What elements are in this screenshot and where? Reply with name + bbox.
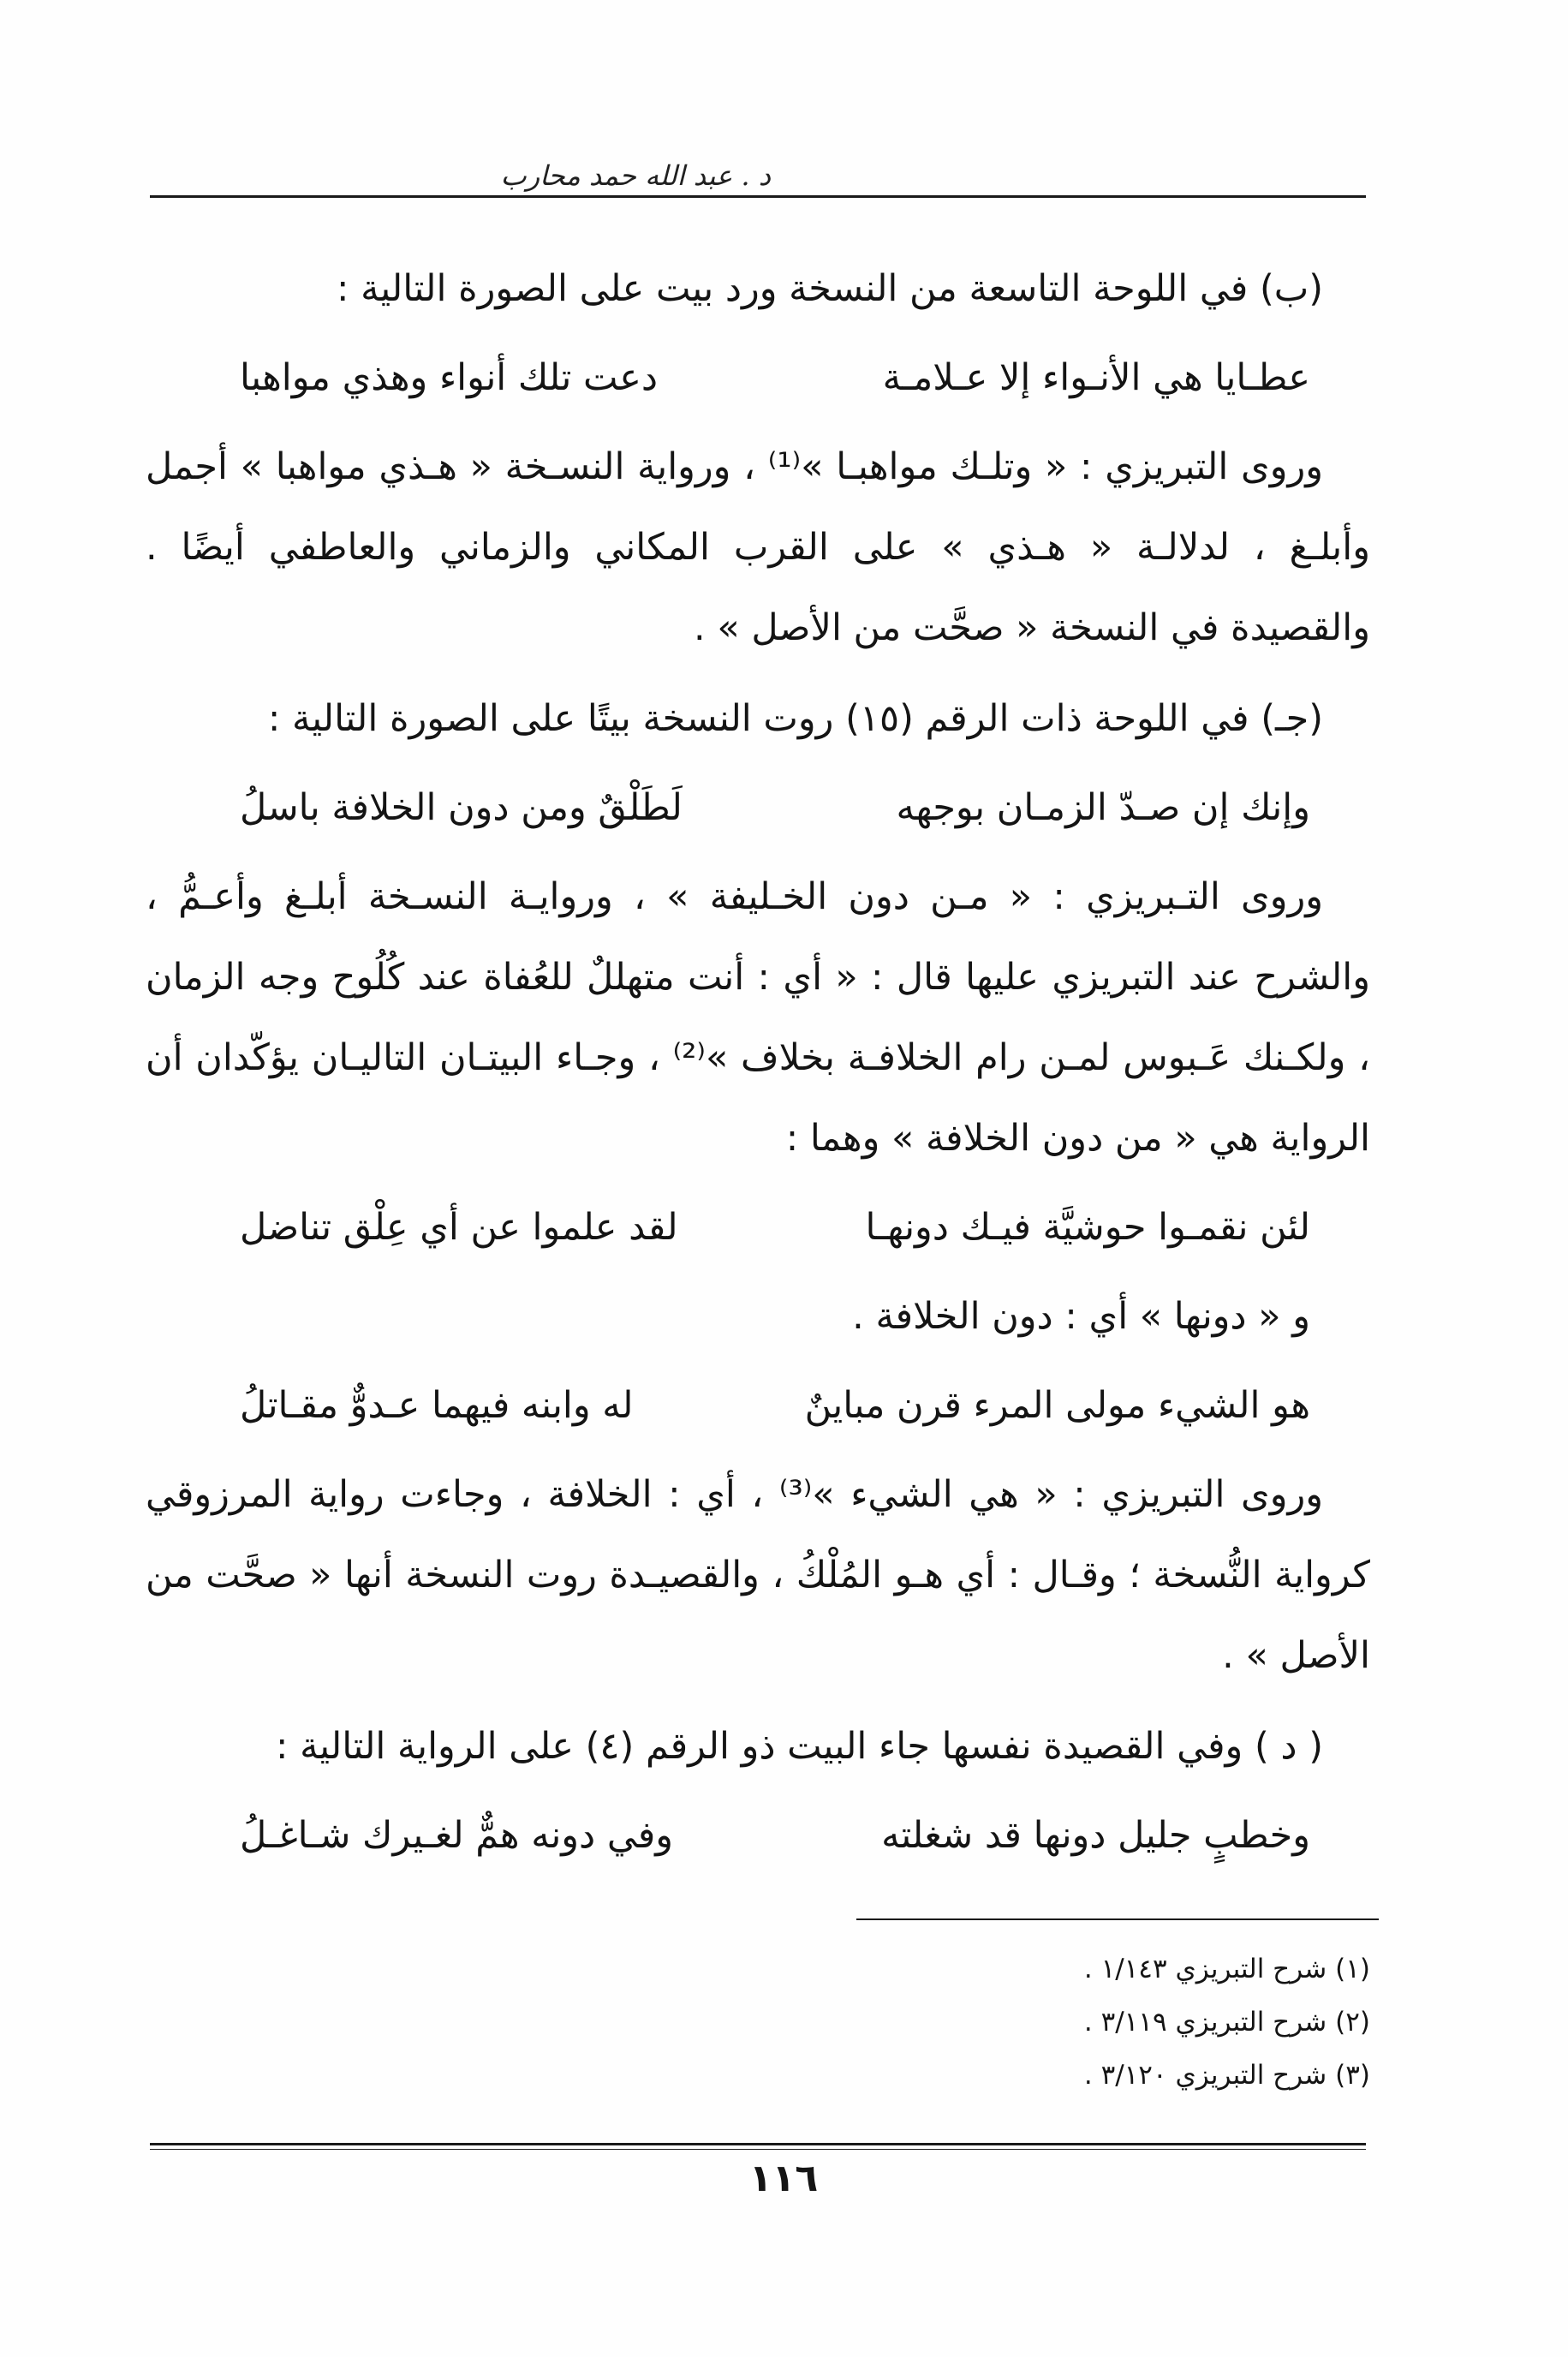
verse-1 (240, 337, 1310, 418)
footnote-separator (856, 1918, 1379, 1920)
line-dunaha-explanation: و « دونها » أي : دون الخلافة . (852, 1295, 1310, 1338)
footer-rule (150, 2143, 1366, 2145)
footnote-2: (٢) شرح التبريزي ٣/١١٩ . (1083, 2007, 1370, 2038)
paragraph-b-intro: (ب) في اللوحة التاسعة من النسخة ورد بيت على الصورة التالية : (337, 267, 1323, 310)
paragraph-c-text: وروى التـبريزي : « مـن دون الخـليفة » ، وروايـة النسـخة أبلـغ وأعـمُّ ، والشرح عند التبريزي عليها قال : « أي : أنت متهللٌ للعُفاة عند كُلُوح وجه الزمان ، ولكـنك عَـبوس لمـن رام الخلافـة بخلاف »⁽²⁾ ، وجـاء البيتـان التاليـان يؤكّدان أن الرواية هي « من دون الخلافة » وهما : (146, 875, 1370, 1160)
footnote-1: (١) شرح التبريزي ١/١٤٣ . (1083, 1954, 1370, 1984)
main-text (146, 248, 1370, 1884)
verse-3 (240, 1187, 1310, 1268)
verse-5-second-hemistich: وفي دونه همٌّ لغـيرك شـاغـلُ (240, 1814, 674, 1857)
verse-1-second-hemistich: دعت تلك أنواء وهذي مواهبا (240, 356, 659, 399)
verse-4-second-hemistich: له وابنه فيهما عـدوٌّ مقـاتلُ (240, 1384, 634, 1427)
verse-2-first-hemistich: وإنك إن صـدّ الزمـان بوجهه (896, 786, 1310, 829)
paragraph-c-text-2: وروى التبريزي : « هي الشيء »⁽³⁾ ، أي : الخلافة ، وجاءت رواية المرزوقي كرواية النُّسخة ؛ وقـال : أي هـو المُلْكُ ، والقصيـدة روت النسخة أنها « صحَّت من الأصل » . (146, 1473, 1370, 1677)
verse-2-second-hemistich: لَطَلْقٌ ومن دون الخلافة باسلُ (240, 786, 683, 829)
paragraph-b-text: وروى التبريزي : « وتلـك مواهبـا »⁽¹⁾ ، ورواية النسـخة « هـذي مواهبا » أجمل وأبلـغ ، لدلالـة « هـذي » على القرب المكاني والزماني والعاطفي أيضًا . والقصيدة في النسخة « صحَّت من الأصل » . (146, 445, 1370, 649)
running-head-author: د . عبد الله حمد محارب (500, 159, 771, 192)
footnote-3: (٣) شرح التبريزي ٣/١٢٠ . (1083, 2060, 1370, 2091)
footer-rule-thin (150, 2149, 1366, 2150)
verse-5 (240, 1795, 1310, 1876)
verse-3-second-hemistich: لقد علموا عن أي عِلْق تناضل (240, 1206, 678, 1249)
verse-1-first-hemistich: عطـايا هي الأنـواء إلا عـلامـة (882, 356, 1310, 399)
header-rule (150, 195, 1366, 198)
verse-4 (240, 1365, 1310, 1446)
page-number: ١١٦ (748, 2157, 819, 2200)
verse-4-first-hemistich: هو الشيء مولى المرء قرن مباينٌ (804, 1384, 1310, 1427)
verse-3-first-hemistich: لئن نقمـوا حوشيَّة فيـك دونهـا (865, 1206, 1310, 1249)
verse-2 (240, 767, 1310, 848)
paragraph-c-intro: (جـ) في اللوحة ذات الرقم (١٥) روت النسخة بيتًا على الصورة التالية : (267, 697, 1323, 740)
paragraph-d-intro: ( د ) وفي القصيدة نفسها جاء البيت ذو الرقم (٤) على الرواية التالية : (275, 1725, 1323, 1768)
footnotes (856, 1942, 1370, 2102)
verse-5-first-hemistich: وخطبٍ جليل دونها قد شغلته (881, 1814, 1310, 1857)
